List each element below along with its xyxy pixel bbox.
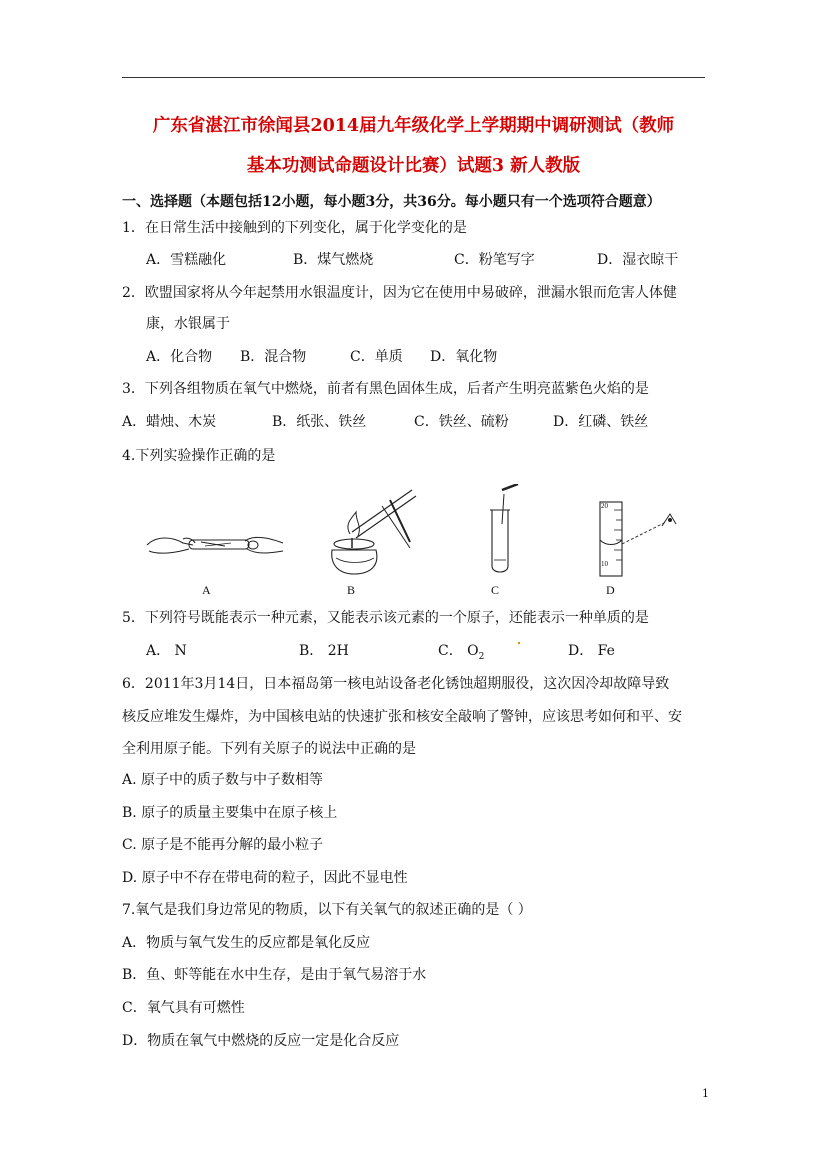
q7-option-a: A．物质与氧气发生的反应都是氧化反应 <box>122 935 371 951</box>
q3-option-d: D．红磷、铁丝 <box>553 414 649 430</box>
question-3-stem: 3．下列各组物质在氧气中燃烧，前者有黑色固体生成，后者产生明亮蓝紫色火焰的是 <box>122 381 649 397</box>
figure-b-label: B <box>347 583 356 597</box>
q1-option-c: C．粉笔写字 <box>454 252 535 268</box>
q5-option-c-text: C． O <box>438 643 479 659</box>
q1-option-b: B．煤气燃烧 <box>293 252 374 268</box>
q6-option-d: D. 原子中不存在带电荷的粒子，因此不显电性 <box>122 870 408 886</box>
question-7-stem: 7.氧气是我们身边常见的物质，以下有关氧气的叙述正确的是（ ） <box>122 902 532 918</box>
cylinder-tick-10: 10 <box>601 560 608 568</box>
q1-option-a: A．雪糕融化 <box>146 252 227 268</box>
section-heading: 一、选择题（本题包括12小题，每小题3分，共36分。每小题只有一个选项符合题意） <box>122 194 661 210</box>
question-4-stem: 4.下列实验操作正确的是 <box>122 448 276 464</box>
figure-c-dropper-test-tube <box>480 484 520 580</box>
stray-dot <box>518 642 520 644</box>
q6-option-b: B. 原子的质量主要集中在原子核上 <box>122 805 338 821</box>
q5-option-d: D． Fe <box>568 643 615 659</box>
q7-option-d: D．物质在氧气中燃烧的反应一定是化合反应 <box>122 1033 400 1049</box>
q1-option-d: D．湿衣晾干 <box>597 252 679 268</box>
question-2-stem-line1: 2．欧盟国家将从今年起禁用水银温度计，因为它在使用中易破碎，泄漏水银而危害人体健 <box>122 285 677 301</box>
page-title-line1: 广东省湛江市徐闻县2014届九年级化学上学期期中调研测试（教师 <box>152 116 675 136</box>
figure-a-test-tube-horizontal <box>145 525 285 565</box>
question-1-stem: 1．在日常生活中接触到的下列变化，属于化学变化的是 <box>122 220 467 236</box>
question-6-stem-line1: 6．2011年3月14日，日本福岛第一核电站设备老化锈蚀超期服役，这次因冷却故障导致 <box>122 676 670 692</box>
q3-option-a: A．蜡烛、木炭 <box>122 414 217 430</box>
q3-option-c: C．铁丝、硫粉 <box>414 414 509 430</box>
figure-c-label: C <box>491 583 500 597</box>
q5-option-a: A． N <box>146 643 187 659</box>
q5-option-c <box>438 640 484 662</box>
q3-option-b: B．纸张、铁丝 <box>272 414 367 430</box>
figure-d-label: D <box>606 583 615 597</box>
figure-b-heating-test-tube <box>322 482 422 578</box>
q5-option-b: B． 2H <box>299 643 349 659</box>
q5-option-c-subscript: 2 <box>478 651 485 662</box>
q6-option-a: A. 原子中的质子数与中子数相等 <box>122 772 324 788</box>
header-rule <box>122 77 705 78</box>
page-title-line2: 基本功测试命题设计比赛）试题3 新人教版 <box>246 156 581 176</box>
cylinder-tick-20: 20 <box>601 502 608 510</box>
page-number: 1 <box>702 1087 709 1100</box>
question-2-stem-line2: 康，水银属于 <box>146 316 230 332</box>
question-6-stem-line2: 核反应堆发生爆炸，为中国核电站的快速扩张和核安全敲响了警钟，应该思考如何和平、安 <box>122 709 682 725</box>
figure-a-label: A <box>202 583 211 597</box>
q7-option-c: C．氧气具有可燃性 <box>122 1000 245 1016</box>
q2-option-b: B．混合物 <box>240 349 307 365</box>
q2-option-c: C．单质 <box>350 349 403 365</box>
question-5-stem: 5．下列符号既能表示一种元素，又能表示该元素的一个原子，还能表示一种单质的是 <box>122 610 649 626</box>
q6-option-c: C. 原子是不能再分解的最小粒子 <box>122 837 324 853</box>
q2-option-d: D．氧化物 <box>430 349 498 365</box>
q7-option-b: B．鱼、虾等能在水中生存，是由于氧气易溶于水 <box>122 967 427 983</box>
question-6-stem-line3: 全利用原子能。下列有关原子的说法中正确的是 <box>122 741 416 757</box>
q2-option-a: A．化合物 <box>146 349 213 365</box>
